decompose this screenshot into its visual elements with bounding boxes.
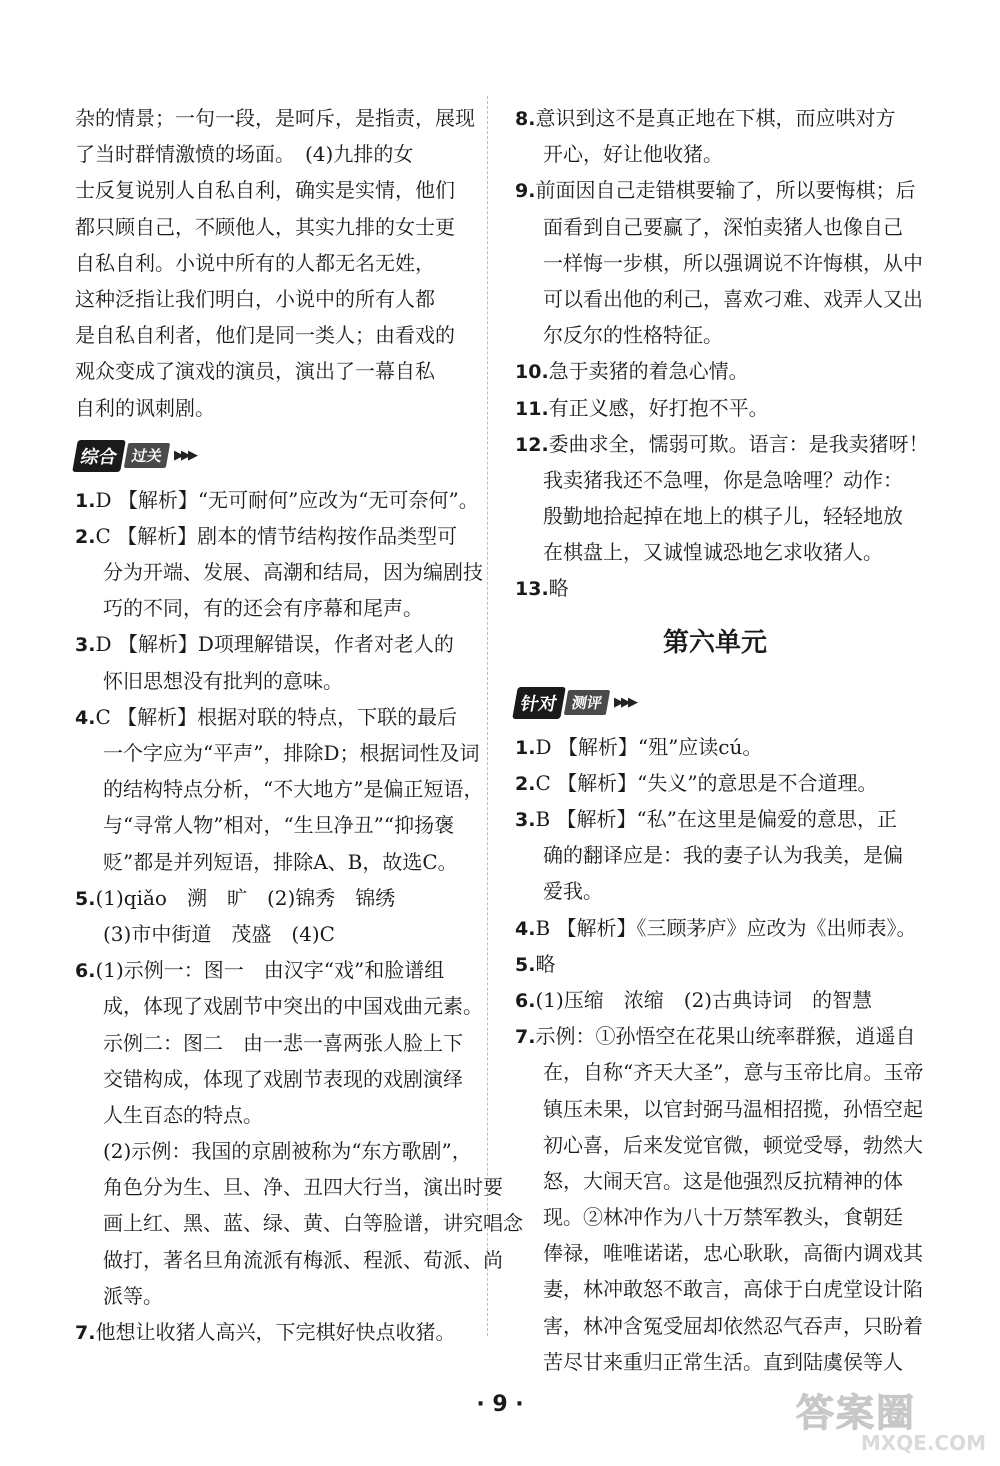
unit-title: 第六单元 [662, 627, 767, 658]
answer-number: 4. [515, 917, 536, 940]
answer-continuation-line: 尔反尔的性格特征。 [543, 323, 723, 348]
answer-first-line [515, 100, 915, 136]
answer-list-unit-six [515, 729, 924, 1380]
answer-text: C 【解析】根据对联的特点，下联的最后 [95, 704, 458, 729]
answer-continuation-line: 害，林冲含冤受屈却依然忍气吞声，只盼着 [543, 1313, 923, 1338]
answer-continuation-line: 现。②林冲作为八十万禁军教头，食朝廷 [543, 1205, 903, 1230]
text-line: 这种泛指让我们明白，小说中的所有人都 [75, 286, 435, 311]
answer-continuation-line: 交错构成，体现了戏剧节表现的戏剧演绎 [103, 1066, 463, 1091]
answer-item [515, 765, 915, 801]
answer-item [515, 353, 915, 389]
answer-number: 5. [75, 887, 96, 910]
answer-item [515, 729, 915, 765]
answer-item [515, 570, 915, 606]
answer-continuation-line: 开心，好让他收猪。 [543, 142, 723, 167]
answer-number: 5. [515, 953, 536, 976]
answer-continuation-line: 的结构特点分析，“不大地方”是偏正短语， [103, 777, 484, 802]
answer-first-line [515, 353, 915, 389]
answer-text: D 【解析】“殂”应读cú。 [535, 734, 763, 759]
site-watermark-logo [796, 1382, 986, 1455]
text-line: 是自私自利者，他们是同一类人；由看戏的 [75, 323, 455, 348]
answer-continuation-line: 与“寻常人物”相对，“生旦净丑”“抑扬褒 [103, 813, 455, 838]
answer-item [515, 390, 915, 426]
answer-continuation-line: (3)市中街道 茂盛 (4)C [103, 921, 335, 946]
text-line: 自私自利。小说中所有的人都无名无姓， [75, 250, 435, 275]
answer-item [75, 482, 479, 518]
answer-number: 6. [75, 960, 96, 983]
text-line: 自利的讽刺剧。 [75, 395, 215, 420]
answer-first-line [515, 946, 915, 982]
answer-first-line [75, 880, 475, 916]
answer-first-line [515, 765, 915, 801]
section-banner-zonghe-guoguan [75, 436, 475, 476]
answer-continuation-line: 一个字应为“平声”，排除D；根据词性及词 [103, 741, 480, 765]
answer-text: 急于卖猪的着急心情。 [548, 359, 749, 384]
answer-item [75, 518, 483, 627]
answer-continuation-line: 俸禄，唯唯诺诺，忠心耿耿，高衙内调戏其 [543, 1241, 923, 1266]
answer-continuation-line: 妻，林冲敢怒不敢言，高俅于白虎堂设计陷 [543, 1277, 923, 1302]
answer-continuation-line: 确的翻译应是：我的妻子认为我美，是偏 [543, 843, 903, 868]
answer-text: B 【解析】“私”在这里是偏爱的意思，正 [535, 807, 897, 831]
answer-text: 略 [535, 951, 556, 976]
answer-continuation-line: 初心喜，后来发觉官微，顿觉受辱，勃然大 [543, 1132, 923, 1157]
text-line: 观众变成了演戏的演员，演出了一幕自私 [75, 359, 435, 384]
answer-first-line [75, 518, 475, 554]
answer-continuation-line: 成，体现了戏剧节中突出的中国戏曲元素。 [103, 994, 483, 1019]
text-line: 杂的情景；一句一段，是呵斥，是指责，展现 [75, 106, 475, 130]
banner-arrow-icon: ▶▶▶ [174, 448, 196, 464]
answer-text: 示例：①孙悟空在花果山统率群猴，逍遥自 [535, 1024, 916, 1049]
text-line: 士反复说别人自私自利，确实是实情，他们 [75, 178, 455, 203]
answer-number: 7. [515, 1026, 536, 1049]
answer-number: 3. [75, 634, 96, 657]
answer-text: C 【解析】剧本的情节结构按作品类型可 [95, 523, 458, 548]
answer-first-line [515, 426, 929, 462]
answer-text: 略 [548, 576, 569, 601]
answer-text: 他想让收猪人高兴，下完棋好快点收猪。 [95, 1320, 456, 1344]
answer-list-left [75, 482, 523, 1351]
section-banner-zhendui-ceping [515, 683, 915, 723]
answer-text: C 【解析】“失义”的意思是不合道理。 [535, 770, 878, 795]
answer-text: (1)压缩 浓缩 (2)古典诗词 的智慧 [535, 987, 873, 1012]
answer-item [515, 100, 915, 172]
answer-text: 前面因自己走错棋要输了，所以要悔棋；后 [535, 178, 916, 203]
answer-continuation-line: 示例二：图二 由一悲一喜两张人脸上下 [103, 1030, 463, 1055]
answer-continuation-line: 画上红、黑、蓝、绿、黄、白等脸谱，讲究唱念 [103, 1211, 523, 1236]
answer-text: B 【解析】《三顾茅庐》应改为《出师表》。 [535, 915, 917, 940]
answer-text: D 【解析】D项理解错误，作者对老人的 [95, 632, 454, 657]
answer-continuation-line: 巧的不同，有的还会有序幕和尾声。 [103, 596, 423, 621]
answer-number: 8. [515, 108, 536, 130]
continued-answer-text [75, 100, 475, 426]
answer-continuation-line: 贬”都是并列短语，排除A、B，故选C。 [103, 849, 458, 874]
answer-item [515, 982, 915, 1018]
answer-first-line [75, 482, 479, 518]
banner-label-main: 综合 [72, 440, 126, 472]
answer-number: 11. [515, 397, 549, 420]
answer-first-line [75, 699, 475, 735]
answer-first-line [75, 626, 475, 662]
answer-number: 13. [515, 578, 549, 601]
text-line: 了当时群情激愤的场面。 (4)九排的女 [75, 142, 414, 167]
answer-number: 10. [515, 361, 549, 384]
text-line: 都只顾自己，不顾他人，其实九排的女士更 [75, 214, 455, 239]
answer-continuation-line: 在棋盘上，又诚惶诚恐地乞求收猪人。 [543, 540, 883, 565]
answer-number: 6. [515, 989, 536, 1012]
answer-item [75, 952, 523, 1314]
answer-number: 9. [515, 180, 536, 203]
banner-label-sub: 测评 [564, 690, 610, 715]
answer-first-line [515, 1018, 915, 1054]
page-number: · 9 · [476, 1392, 524, 1417]
answer-continuation-line: 苦尽甘来重归正常生活。直到陆虞侯等人 [543, 1349, 903, 1374]
answer-number: 7. [75, 1322, 96, 1344]
answer-continuation-line: (2)示例：我国的京剧被称为“东方歌剧”， [103, 1139, 472, 1164]
answer-continuation-line: 怀旧思想没有批判的意味。 [103, 668, 343, 693]
answer-number: 2. [515, 772, 536, 795]
answer-first-line [515, 729, 915, 765]
watermark-domain: MXQE.COM [860, 1431, 986, 1455]
answer-item [75, 626, 475, 698]
banner-arrow-icon: ▶▶▶ [614, 695, 636, 711]
answer-text: 意识到这不是真正地在下棋，而应哄对方 [535, 106, 896, 130]
answer-first-line [515, 982, 915, 1018]
answer-item [75, 880, 475, 952]
column-divider [487, 96, 488, 1336]
answer-continuation-line: 派等。 [103, 1283, 163, 1308]
answer-number: 1. [75, 489, 96, 512]
answer-continuation-line: 殷勤地拾起掉在地上的棋子儿，轻轻地放 [543, 504, 903, 529]
answer-text: 有正义感，好打抱不平。 [548, 395, 769, 420]
answer-first-line [515, 910, 915, 946]
answer-item [515, 426, 929, 571]
answer-continuation-line: 角色分为生、旦、净、丑四大行当，演出时要 [103, 1175, 503, 1200]
answer-text: (1)qiǎo 溯 旷 (2)锦秀 锦绣 [95, 885, 396, 910]
answer-first-line [515, 570, 915, 606]
answer-continuation-line: 可以看出他的利己，喜欢刁难、戏弄人又出 [543, 286, 923, 311]
answer-continuation-line: 分为开端、发展、高潮和结局，因为编剧技 [103, 560, 483, 585]
answer-number: 4. [75, 706, 96, 729]
answer-continuation-line: 怒，大闹天宫。这是他强烈反抗精神的体 [543, 1168, 903, 1193]
right-column [515, 100, 929, 1380]
answer-number: 1. [515, 736, 536, 759]
answer-number: 12. [515, 433, 549, 456]
answer-item [515, 946, 915, 982]
banner-label-main: 针对 [512, 687, 566, 719]
answer-item [75, 1314, 475, 1350]
answer-continuation-line: 爱我。 [543, 879, 603, 904]
answer-number: 3. [515, 809, 536, 831]
answer-text: (1)示例一：图一 由汉字“戏”和脸谱组 [95, 958, 445, 983]
answer-first-line [75, 952, 475, 988]
answer-list-right [515, 100, 929, 607]
answer-number: 2. [75, 525, 96, 548]
watermark-text: 答案圈 [796, 1391, 917, 1435]
answer-first-line [515, 172, 915, 208]
left-column [75, 100, 523, 1350]
answer-item [515, 1018, 924, 1380]
banner-label-sub: 过关 [124, 443, 170, 468]
answer-continuation-line: 面看到自己要赢了，深怕卖猪人也像自己 [543, 214, 903, 239]
answer-continuation-line: 一样悔一步棋，所以强调说不许悔棋，从中 [543, 250, 923, 275]
answer-continuation-line: 人生百态的特点。 [103, 1102, 263, 1127]
answer-item [515, 801, 915, 910]
answer-continuation-line: 做打，著名旦角流派有梅派、程派、荀派、尚 [103, 1247, 503, 1272]
answer-continuation-line: 我卖猪我还不急哩，你是急啥哩？动作： [543, 467, 903, 492]
answer-first-line [75, 1314, 475, 1350]
answer-continuation-line: 在，自称“齐天大圣”，意与玉帝比肩。玉帝 [543, 1060, 924, 1085]
answer-first-line [515, 801, 915, 837]
answer-text: 委曲求全，懦弱可欺。语言：是我卖猪呀！ [548, 431, 929, 456]
answer-item [515, 172, 923, 353]
answer-item [515, 910, 915, 946]
answer-first-line [515, 390, 915, 426]
answer-item [75, 699, 484, 880]
answer-text: D 【解析】“无可耐何”应改为“无可奈何”。 [95, 487, 479, 512]
answer-continuation-line: 镇压未果，以官封弼马温相招揽，孙悟空起 [543, 1096, 923, 1121]
